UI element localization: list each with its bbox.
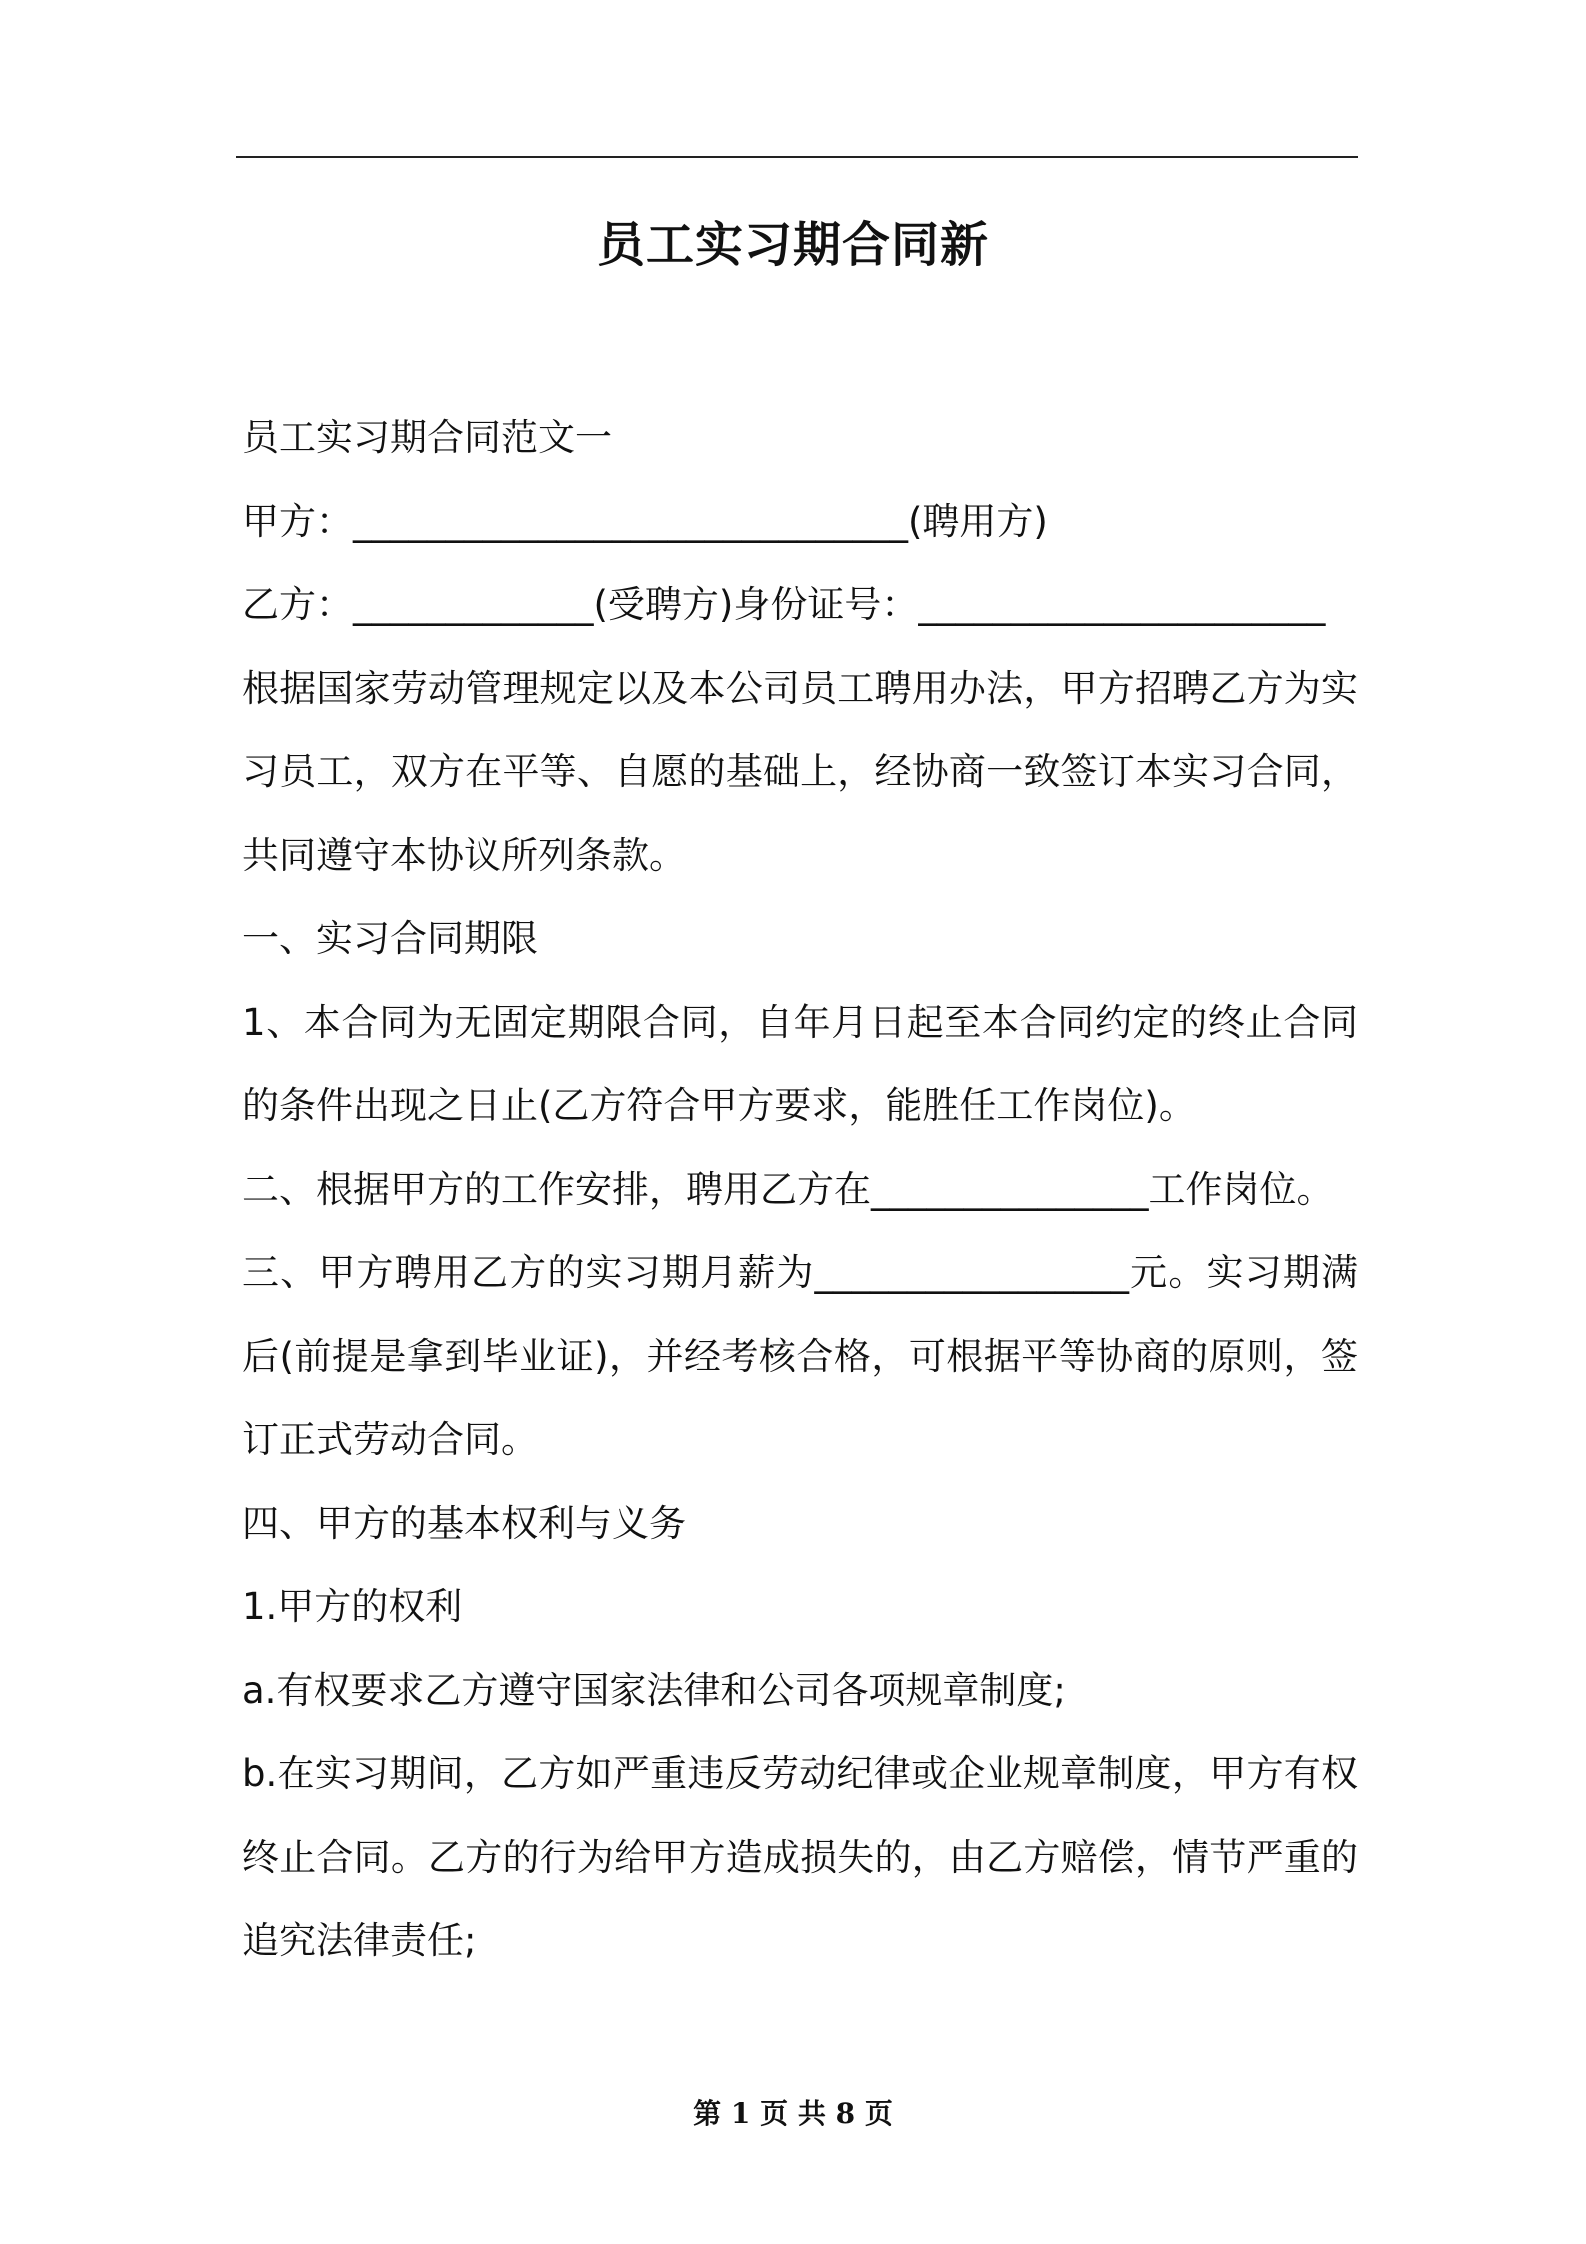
- party-b-line: 乙方：_____________(受聘方)身份证号：______________________: [242, 583, 1326, 626]
- section-heading-party-a-rights: 四、甲方的基本权利与义务: [242, 1501, 686, 1545]
- header-rule: [236, 156, 1358, 158]
- clause-salary: 三、甲方聘用乙方的实习期月薪为_________________元。实习期满后(前提是拿到毕业证)，并经考核合格，可根据平等协商的原则，签订正式劳动合同。: [242, 1251, 1358, 1461]
- clause-term-1: 1、本合同为无固定期限合同，自年月日起至本合同约定的终止合同的条件出现之日止(乙方符合甲方要求，能胜任工作岗位)。: [242, 1000, 1358, 1127]
- document-body: [242, 396, 1358, 1983]
- clause-position: 二、根据甲方的工作安排，聘用乙方在_______________工作岗位。: [242, 1167, 1334, 1211]
- document-title: 员工实习期合同新: [596, 217, 989, 273]
- section-heading-term: 一、实习合同期限: [242, 917, 538, 960]
- section-heading-sample-one: 员工实习期合同范文一: [242, 416, 612, 459]
- page-number: 第 1 页 共 8 页: [693, 2097, 893, 2130]
- clause-right-a: a.有权要求乙方遵守国家法律和公司各项规章制度;: [242, 1668, 1066, 1712]
- preamble-paragraph: 根据国家劳动管理规定以及本公司员工聘用办法，甲方招聘乙方为实习员工，双方在平等、自愿的基础上，经协商一致签订本实习合同，共同遵守本协议所列条款。: [242, 666, 1358, 877]
- subheading-party-a-rights: 1.甲方的权利: [242, 1585, 463, 1628]
- party-a-line: 甲方：______________________________(聘用方): [242, 499, 1048, 543]
- clause-right-b: b.在实习期间，乙方如严重违反劳动纪律或企业规章制度，甲方有权终止合同。乙方的行为给甲方造成损失的，由乙方赔偿，情节严重的追究法律责任;: [242, 1752, 1358, 1962]
